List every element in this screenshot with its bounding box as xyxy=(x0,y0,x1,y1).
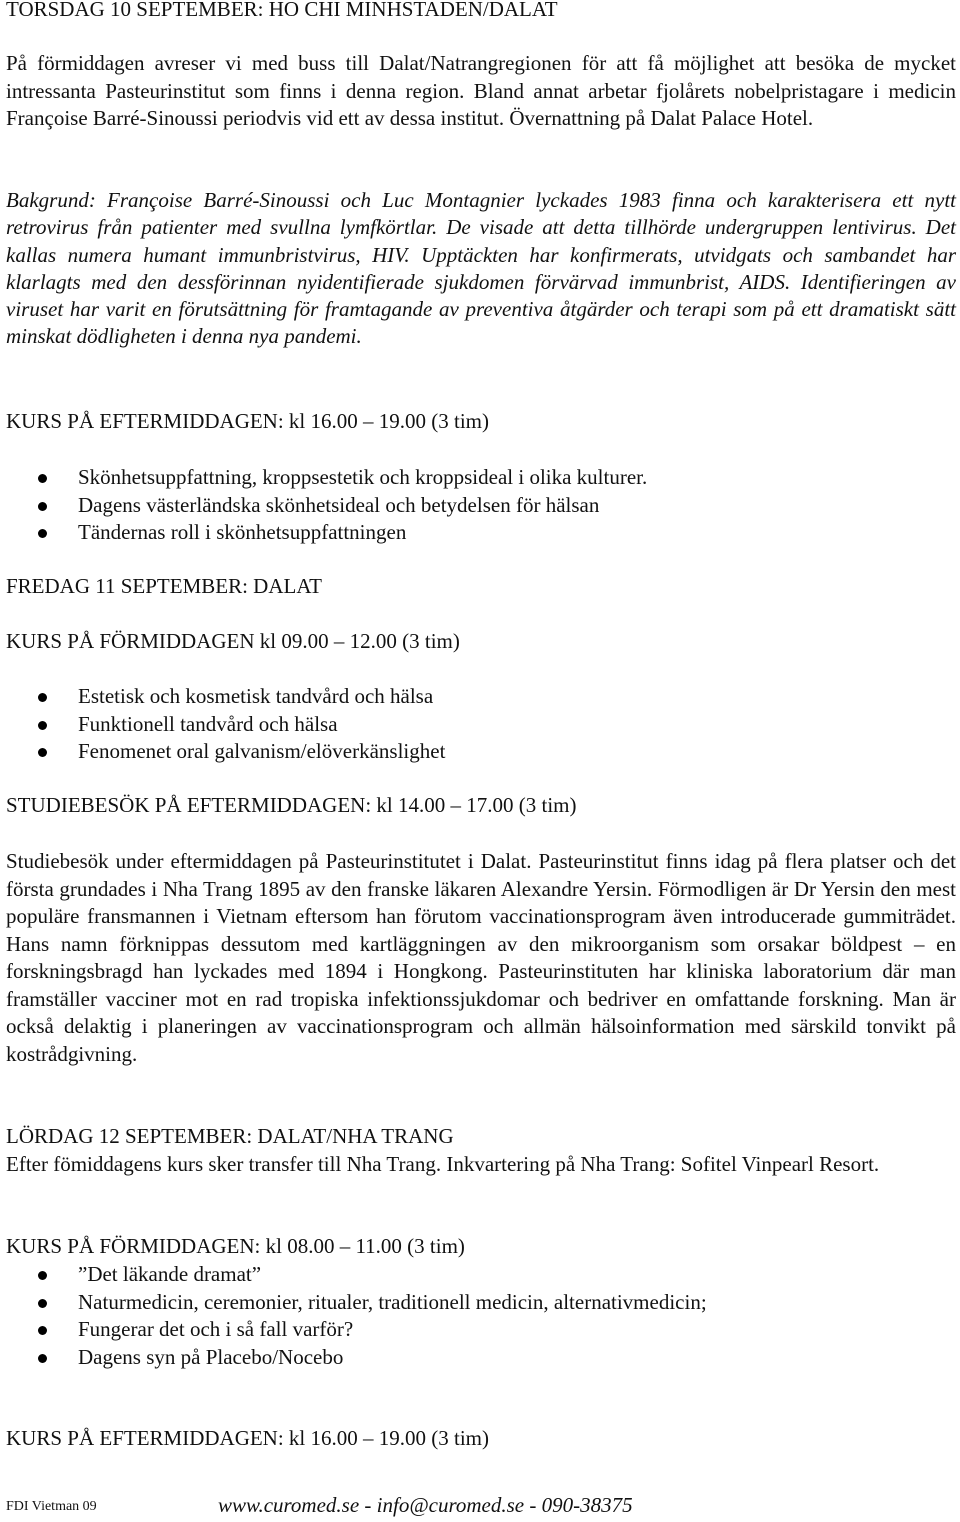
bullet-icon xyxy=(38,1354,47,1363)
day3-course-heading: KURS PÅ FÖRMIDDAGEN: kl 08.00 – 11.00 (3 tim) xyxy=(6,1234,465,1258)
bullet-icon xyxy=(38,693,47,702)
list-item: Naturmedicin, ceremonier, ritualer, traditionell medicin, alternativmedicin; xyxy=(0,1289,707,1317)
footer-contact: www.curomed.se - info@curomed.se - 090-38375 xyxy=(218,1493,633,1517)
list-item: Dagens syn på Placebo/Nocebo xyxy=(0,1344,707,1372)
list-item: Dagens västerländska skönhetsideal och betydelsen för hälsan xyxy=(0,492,647,520)
bullet-icon xyxy=(38,474,47,483)
day3-afternoon-heading: KURS PÅ EFTERMIDDAGEN: kl 16.00 – 19.00 (3 tim) xyxy=(6,1426,490,1450)
day3-course-list xyxy=(0,1261,707,1371)
day3-heading: LÖRDAG 12 SEPTEMBER: DALAT/NHA TRANG xyxy=(6,1124,454,1148)
list-item: Skönhetsuppfattning, kroppsestetik och kroppsideal i olika kulturer. xyxy=(0,464,647,492)
day1-course-list xyxy=(0,464,647,547)
day1-heading: TORSDAG 10 SEPTEMBER: HO CHI MINHSTADEN/DALAT xyxy=(6,0,558,21)
background-paragraph: Bakgrund: Françoise Barré-Sinoussi och Luc Montagnier lyckades 1983 finna och karakterisera ett nytt retrovirus från patienter med svullna lymfkörtlar. De visade att detta tillhörde undergruppen lentivirus. Det kallas numera humant immunbristvirus, HIV. Upptäckten har konfirmerats, utvidgats och sambandet har klarlagts med den dessförinnan nyidentifierade sjukdomen förvärvad immunbrist, AIDS. Identifieringen av viruset har varit en förutsättning för framtagande av preventiva åtgärder och terapi som på ett dramatiskt sätt minskat dödligheten i denna nya pandemi. xyxy=(6,188,956,349)
bullet-icon xyxy=(38,1326,47,1335)
day1-course-heading: KURS PÅ EFTERMIDDAGEN: kl 16.00 – 19.00 (3 tim) xyxy=(6,409,490,433)
list-item: Fungerar det och i så fall varför? xyxy=(0,1316,707,1344)
bullet-icon xyxy=(38,1299,47,1308)
list-item: Estetisk och kosmetisk tandvård och hälsa xyxy=(0,683,445,711)
bullet-icon xyxy=(38,502,47,511)
study-visit-heading: STUDIEBESÖK PÅ EFTERMIDDAGEN: kl 14.00 – 17.00 (3 tim) xyxy=(6,793,577,817)
day2-course-list xyxy=(0,683,445,766)
list-item: Fenomenet oral galvanism/elöverkänslighet xyxy=(0,738,445,766)
list-item: Tändernas roll i skönhetsuppfattningen xyxy=(0,519,647,547)
study-visit-paragraph: Studiebesök under eftermiddagen på Pasteurinstitutet i Dalat. Pasteurinstitut finns idag på flera platser och det första grundades i Nha Trang 1895 av den franske läkaren Alexandre Yersin. Förmodligen är Dr Yersin den mest populäre fransmannen i Vietnam eftersom han förutom vaccinationsprogram även introducerade gummiträdet. Hans namn förknippas dessutom med kartläggningen av den mikroorganism som orsakar böldpest – en forskningsbragd han lyckades med 1894 i Hongkong. Pasteurinstituten har kliniska laboratorium där man framställer vacciner mot en rad tropiska infektionssjukdomar och bedriver en omfattande forskning. Man är också delaktig i planeringen av vaccinationsprogram och allmän hälsoinformation med särskild tonvikt på kostrådgivning. xyxy=(6,849,956,1066)
bullet-icon xyxy=(38,529,47,538)
footer-label: FDI Vietman 09 xyxy=(6,1499,97,1514)
list-item: Funktionell tandvård och hälsa xyxy=(0,711,445,739)
bullet-icon xyxy=(38,748,47,757)
list-item: ”Det läkande dramat” xyxy=(0,1261,707,1289)
day1-intro-paragraph: På förmiddagen avreser vi med buss till Dalat/Natrangregionen för att få möjlighet att besöka de mycket intressanta Pasteurinstitut som finns i denna region. Bland annat arbetar fjolårets nobelpristagare i medicin Françoise Barré-Sinoussi periodvis vid ett av dessa institut. Övernattning på Dalat Palace Hotel. xyxy=(6,51,956,130)
bullet-icon xyxy=(38,1271,47,1280)
day2-heading: FREDAG 11 SEPTEMBER: DALAT xyxy=(6,574,322,598)
bullet-icon xyxy=(38,721,47,730)
transfer-paragraph: Efter fömiddagens kurs sker transfer till Nha Trang. Inkvartering på Nha Trang: Sofitel Vinpearl Resort. xyxy=(6,1152,880,1176)
day2-course-heading: KURS PÅ FÖRMIDDAGEN kl 09.00 – 12.00 (3 tim) xyxy=(6,629,460,653)
